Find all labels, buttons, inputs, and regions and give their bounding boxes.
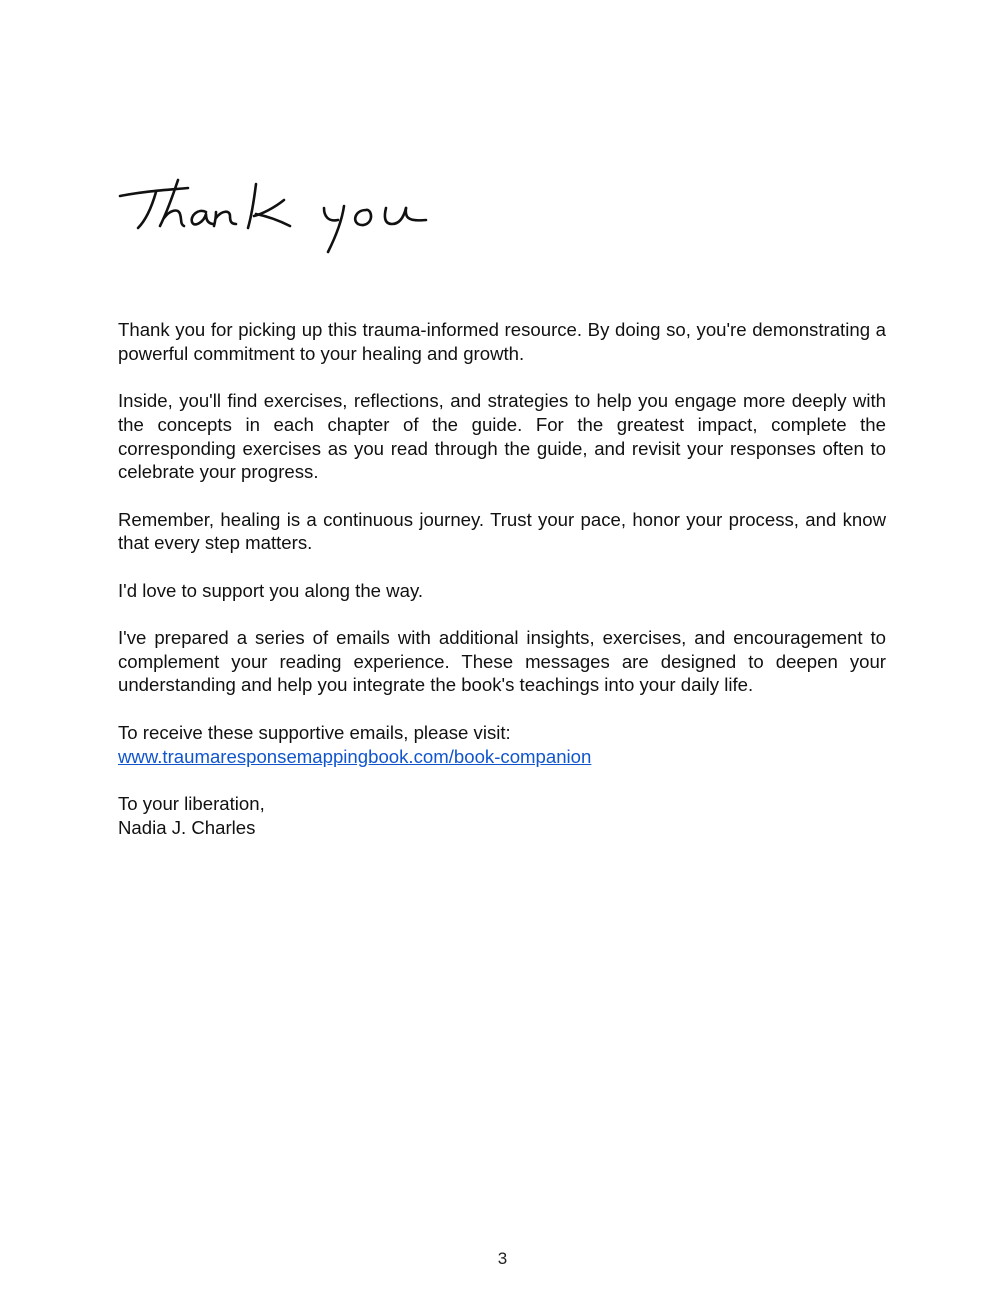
paragraph-remember: Remember, healing is a continuous journey. Trust your pace, honor your process, and know that every step matters.: [118, 508, 886, 554]
signoff-closing: To your liberation,: [118, 792, 265, 814]
paragraph-support: I'd love to support you along the way.: [118, 579, 424, 601]
author-name: Nadia J. Charles: [118, 816, 256, 838]
paragraph-cta: [118, 721, 886, 768]
signoff: [118, 792, 886, 839]
handwritten-title: [116, 176, 436, 260]
paragraph-emails: I've prepared a series of emails with additional insights, exercises, and encouragement to complement your reading experience. These messages are designed to deepen your understanding and help you integrate the book's teachings into your daily life.: [118, 627, 886, 696]
paragraph-inside: Inside, you'll find exercises, reflections, and strategies to help you engage more deeply with the concepts in each chapter of the guide. For the greatest impact, complete the corresponding exercises as you read through the guide, and revisit your responses often to celebrate your progress.: [118, 390, 886, 483]
cta-text: To receive these supportive emails, please visit:: [118, 721, 511, 743]
book-companion-link[interactable]: www.traumaresponsemappingbook.com/book-companion: [118, 745, 592, 767]
body-content: [118, 318, 886, 863]
page-number: 3: [497, 1249, 508, 1268]
paragraph-intro: Thank you for picking up this trauma-informed resource. By doing so, you're demonstrating a powerful commitment to your healing and growth.: [118, 319, 886, 364]
